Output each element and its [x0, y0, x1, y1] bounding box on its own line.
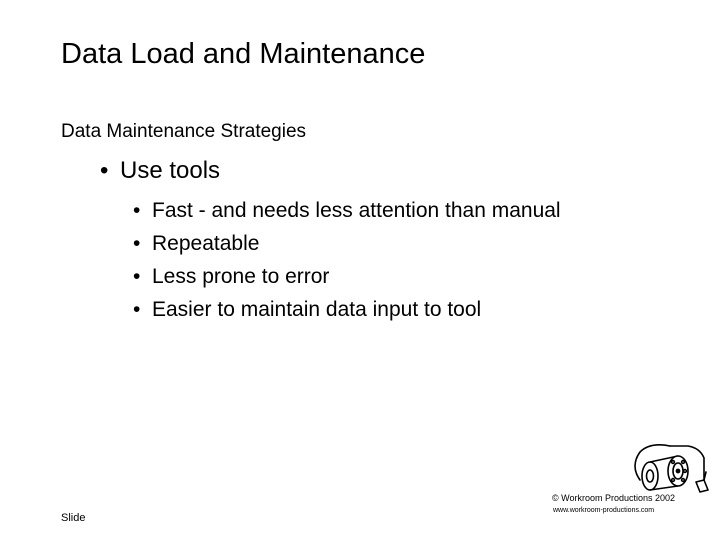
slide-title: Data Load and Maintenance	[61, 38, 426, 70]
website-link[interactable]: www.workroom-productions.com	[553, 507, 655, 514]
bullet-marker: •	[133, 199, 141, 222]
sub-bullet-list	[133, 194, 561, 326]
film-reel-logo-icon	[630, 440, 710, 496]
sub-bullet	[133, 260, 561, 293]
sub-bullet	[133, 293, 561, 326]
main-bullet-text: Use tools	[120, 157, 221, 184]
sub-bullet-text: Easier to maintain data input to tool	[152, 298, 482, 321]
sub-bullet	[133, 194, 561, 227]
bullet-marker: •	[133, 298, 141, 321]
slide-subtitle: Data Maintenance Strategies	[61, 121, 307, 142]
sub-bullet-text: Less prone to error	[152, 265, 330, 288]
sub-bullet	[133, 227, 561, 260]
sub-bullet-text: Fast - and needs less attention than manual	[152, 199, 561, 222]
bullet-marker: •	[133, 232, 141, 255]
sub-bullet-text: Repeatable	[152, 232, 260, 255]
bullet-marker: •	[133, 265, 141, 288]
bullet-marker: •	[100, 157, 109, 184]
slide-label: Slide	[61, 512, 86, 524]
main-bullet	[100, 154, 220, 188]
copyright-text: © Workroom Productions 2002	[552, 493, 676, 503]
